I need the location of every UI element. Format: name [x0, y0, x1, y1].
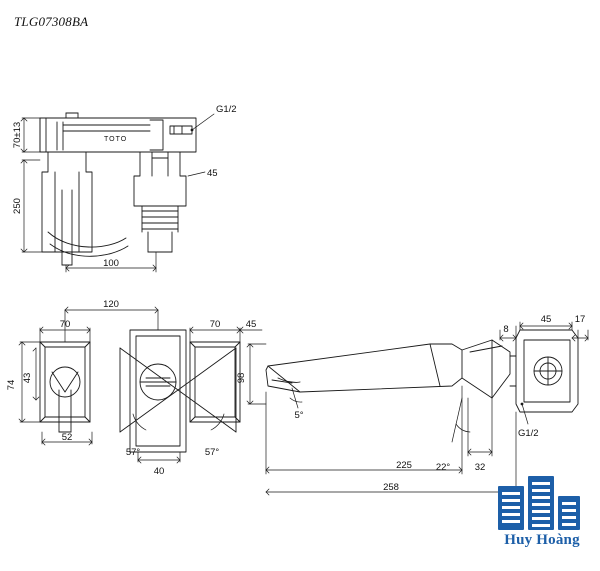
dim-43: 43 [22, 372, 33, 384]
label-g12-top: G1/2 [216, 104, 237, 115]
angle-5: 5° [294, 410, 304, 421]
dim-70-tolerance: 70±13 [12, 121, 23, 149]
angle-57-left: 57° [125, 447, 141, 458]
dim-45-side: 45 [540, 314, 552, 325]
watermark-text: Huy Hoàng [504, 532, 580, 548]
dim-70-right: 70 [209, 319, 221, 330]
brand-mark-toto: TOTO [104, 136, 128, 143]
dim-52: 52 [61, 432, 73, 443]
dim-98: 98 [236, 372, 247, 384]
dim-45-front: 45 [245, 319, 257, 330]
dimension-labels [6, 104, 585, 493]
label-g12-side: G1/2 [518, 428, 539, 439]
angle-22: 22° [435, 462, 451, 473]
dim-70-left: 70 [59, 319, 71, 330]
dim-32: 32 [474, 462, 486, 473]
dim-45-top: 45 [207, 168, 218, 179]
side-view-dimensions [247, 322, 588, 496]
dim-100: 100 [103, 258, 119, 269]
watermark-logo [490, 474, 594, 562]
page-title: TLG07308BA [14, 14, 89, 29]
dim-120: 120 [103, 299, 119, 310]
dim-40: 40 [153, 466, 165, 477]
side-view-geometry [266, 330, 578, 412]
dim-225: 225 [396, 460, 412, 471]
dim-258: 258 [383, 482, 399, 493]
dim-8: 8 [503, 324, 509, 335]
dim-74: 74 [6, 379, 17, 391]
dim-250: 250 [12, 198, 23, 214]
angle-57-right: 57° [204, 447, 220, 458]
dim-17: 17 [574, 314, 586, 325]
